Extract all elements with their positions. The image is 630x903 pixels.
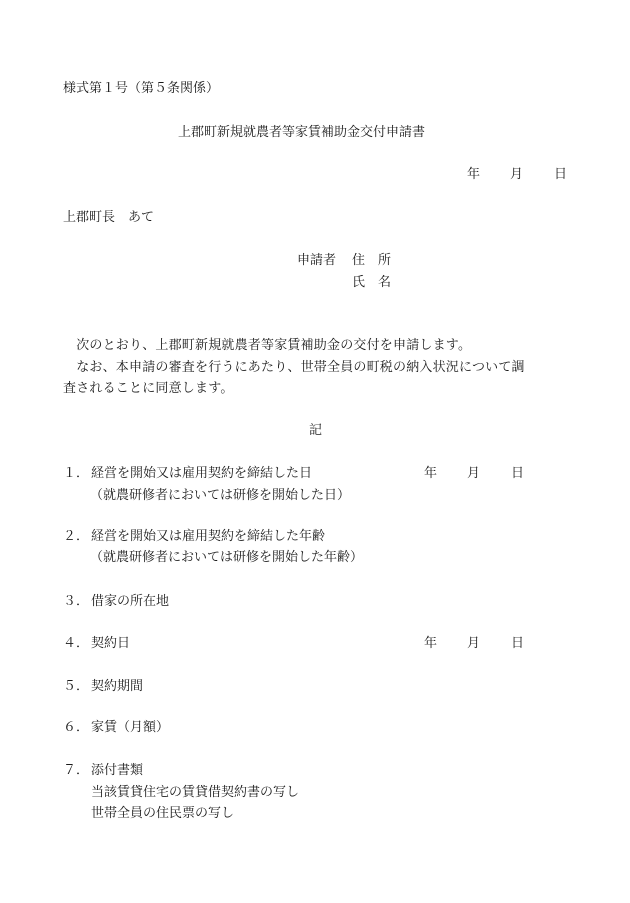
applicant-name-label: 氏 名 (352, 275, 392, 290)
attachment-item: 当該賃貸住宅の賃貸借契約書の写し (91, 785, 300, 800)
date-day-label: 日 (554, 167, 568, 182)
item-text: 添付書類 (91, 763, 144, 778)
item-1-year-label: 年 (424, 466, 438, 481)
document-title: 上郡町新規就農者等家賃補助金交付申請書 (178, 125, 426, 140)
item-text: 家賃（月額） (91, 720, 170, 735)
body-line-3: 査されることに同意します。 (63, 381, 234, 396)
ki-heading: 記 (309, 423, 323, 438)
item-4-month-label: 月 (467, 636, 481, 651)
applicant-address-label: 住 所 (352, 253, 392, 268)
item-text: 借家の所在地 (91, 594, 170, 609)
item-number: １． (63, 466, 90, 481)
item-4-day-label: 日 (511, 636, 525, 651)
attachment-item: 世帯全員の住民票の写し (91, 806, 235, 821)
body-line-1: 次のとおり、上郡町新規就農者等家賃補助金の交付を申請します。 (63, 338, 472, 353)
item-subtext: （就農研修者においては研修を開始した日） (90, 488, 351, 503)
item-number: ５． (63, 679, 90, 694)
item-number: ６． (63, 720, 90, 735)
addressee: 上郡町長 あて (63, 210, 155, 225)
form-number: 様式第１号（第５条関係） (63, 81, 220, 96)
item-number: ７． (63, 763, 90, 778)
item-number: ３． (63, 594, 90, 609)
date-month-label: 月 (510, 167, 524, 182)
item-text: 経営を開始又は雇用契約を締結した日 (91, 466, 313, 481)
item-number: ４． (63, 636, 90, 651)
applicant-label: 申請者 (297, 253, 337, 268)
item-text: 経営を開始又は雇用契約を締結した年齢 (91, 529, 326, 544)
item-1-month-label: 月 (467, 466, 481, 481)
date-year-label: 年 (467, 167, 481, 182)
item-subtext: （就農研修者においては研修を開始した年齢） (90, 550, 364, 565)
item-1-day-label: 日 (511, 466, 525, 481)
item-number: ２． (63, 529, 90, 544)
item-text: 契約期間 (91, 679, 144, 694)
item-text: 契約日 (91, 636, 131, 651)
body-line-2: なお、本申請の審査を行うにあたり、世帯全員の町税の納入状況について調 (63, 360, 525, 375)
item-4-year-label: 年 (424, 636, 438, 651)
